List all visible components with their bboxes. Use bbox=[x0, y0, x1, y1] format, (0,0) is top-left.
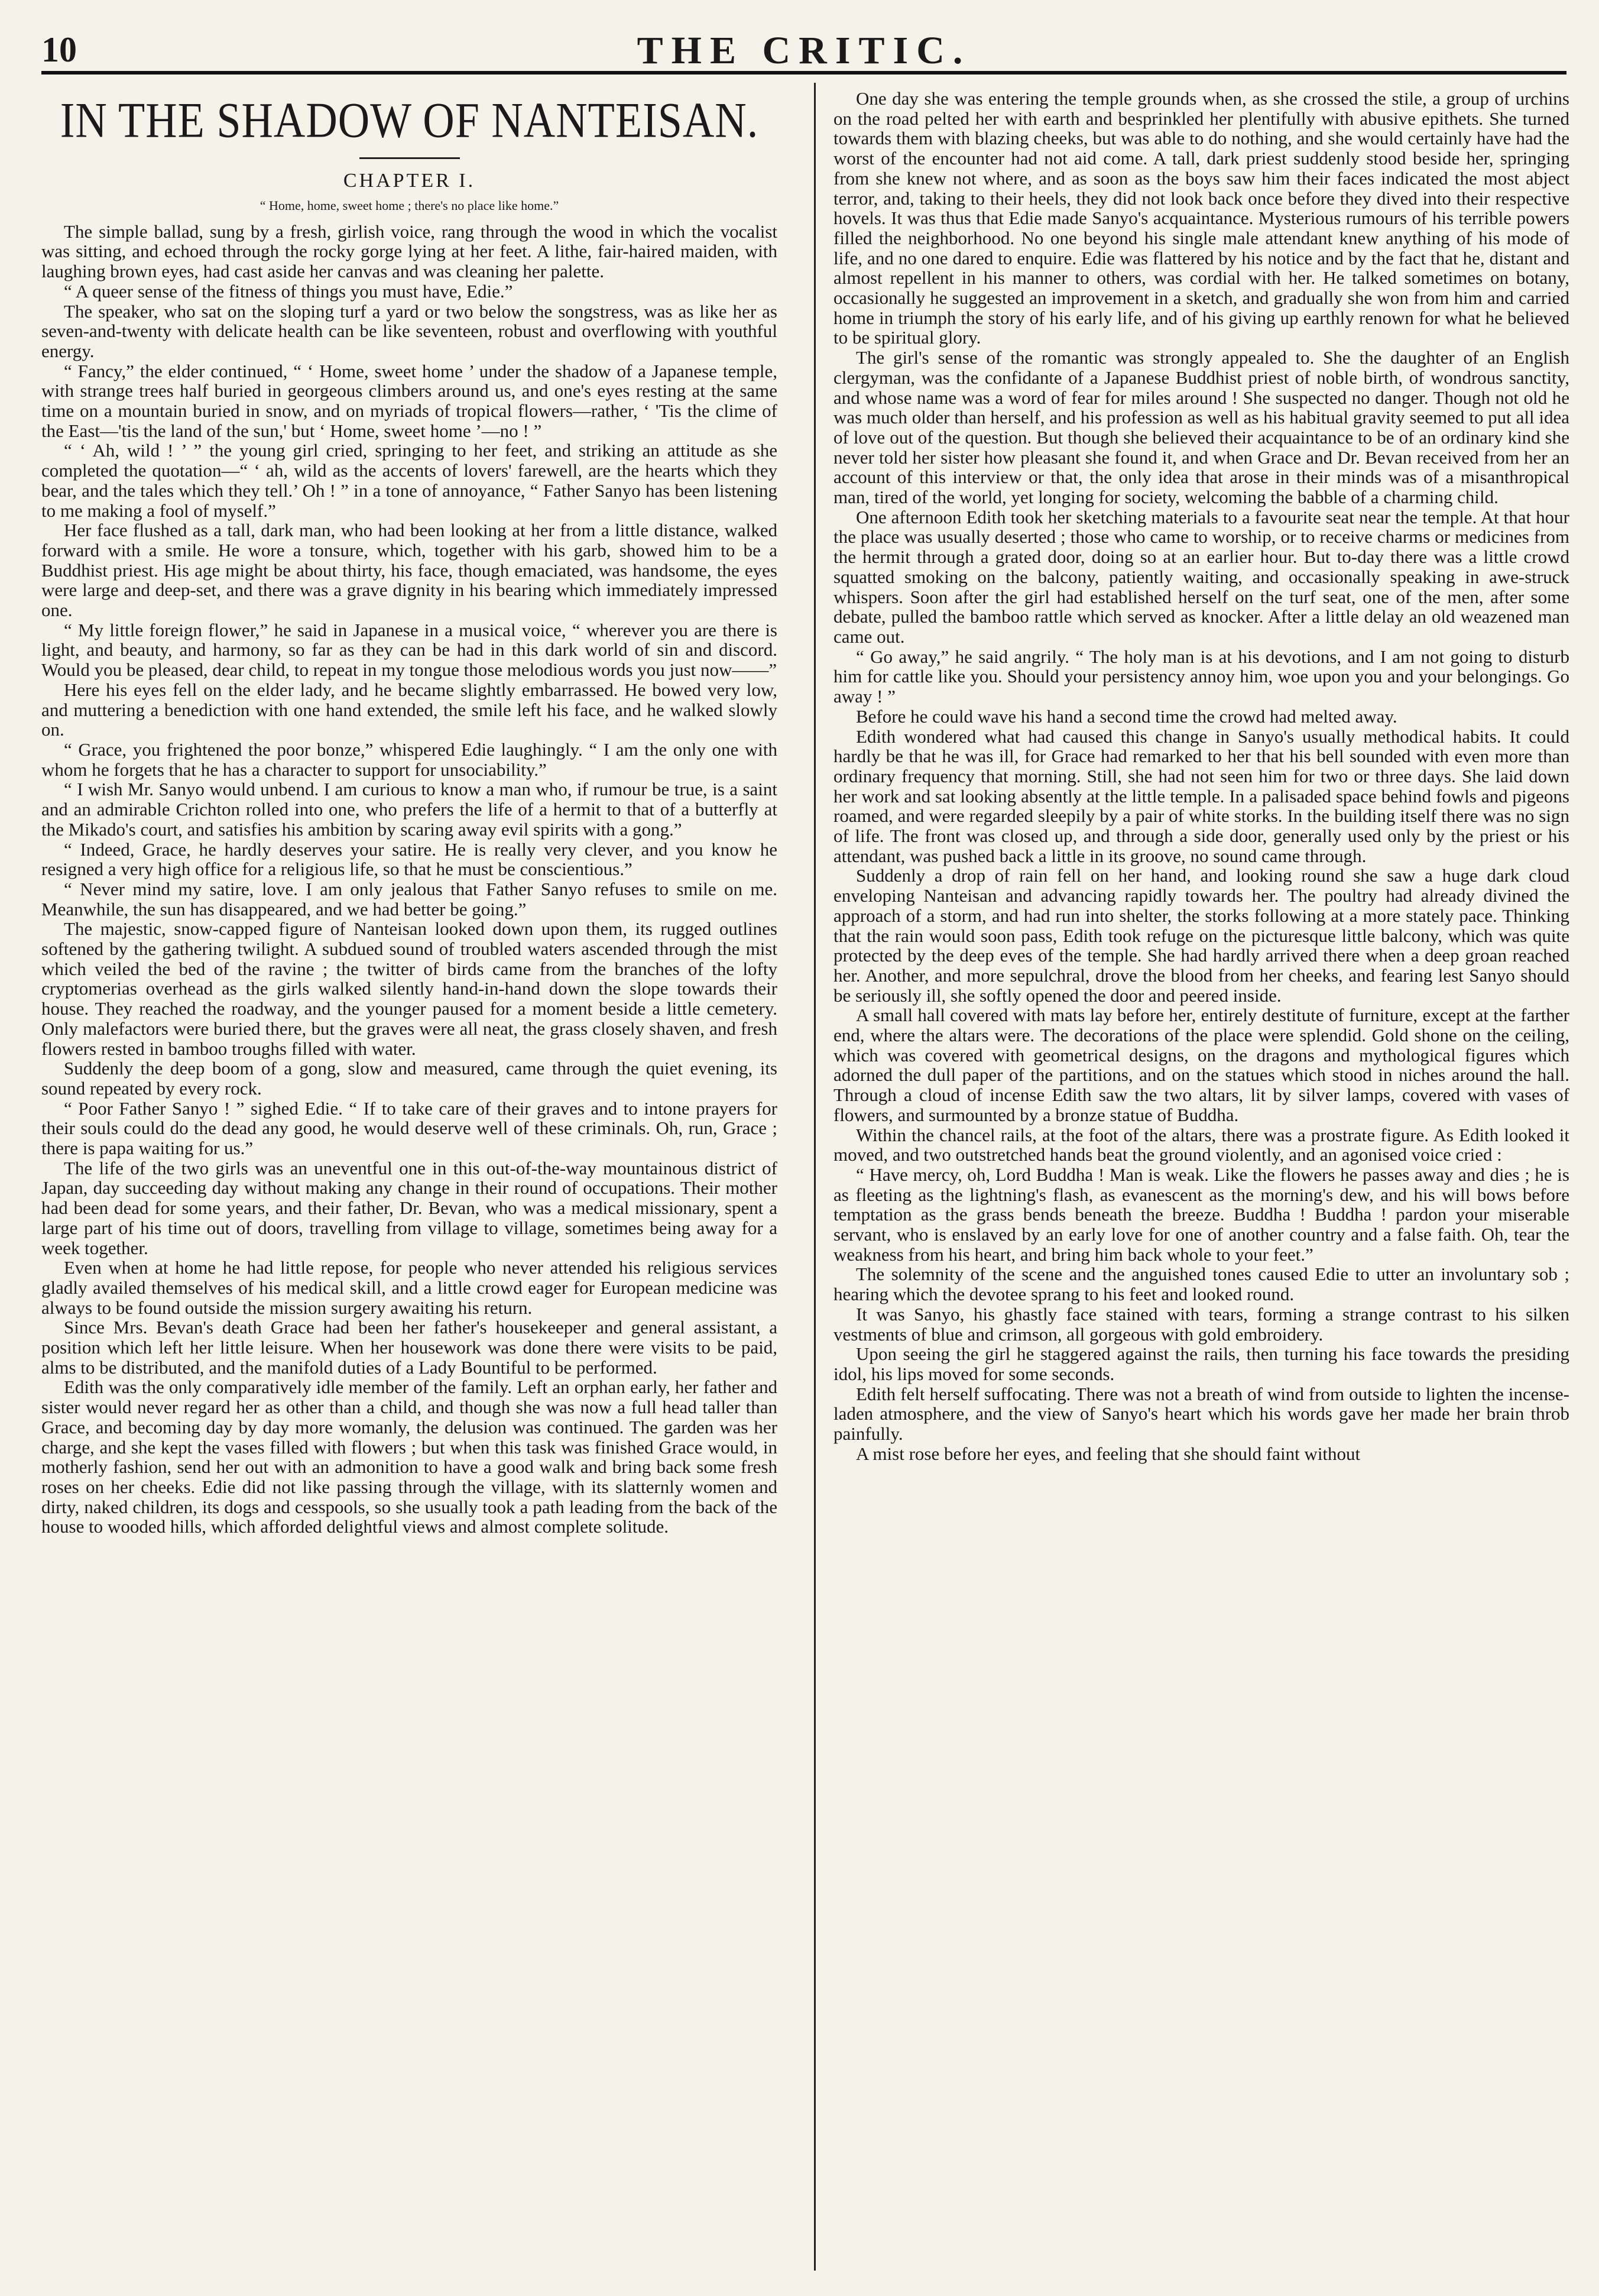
paragraph: One day she was entering the temple grounds when, as she crossed the stile, a group of urchins on the road pelted her with earth and besprinkled her plentifully with abusive epithets. She turned towards them with blazing cheeks, but was able to do nothing, and she would certainly have had the worst of the encounter had not aid come. A tall, dark priest suddenly stood beside her, springing from she knew not where, and as soon as the boys saw him their faces indicated the most abject terror, and, taking to their heels, they did not look back once before they dived into their respective hovels. It was thus that Edie made Sanyo's acquaintance. Mysterious rumours of his terrible powers filled the neighborhood. No one beyond his single male attendant knew anything of his mode of life, and no one dared to enquire. Edie was flattered by his notice and by the fact that he, distant and almost repellent in his manner to others, was cordial with her. He talked sometimes on botany, occasionally he suggested an improvement in a sketch, and gradually she won from him and carried home in triumph the story of his early life, and of his giving up earthly renown for what he believed to be spiritual glory. bbox=[833, 89, 1569, 348]
article-headline: IN THE SHADOW OF NANTEISAN. bbox=[60, 92, 759, 149]
paragraph: It was Sanyo, his ghastly face stained with tears, forming a strange contrast to his silken vestments of blue and crimson, all gorgeous with gold embroidery. bbox=[833, 1303, 1569, 1345]
paragraph: Even when at home he had little repose, for people who never attended his religious services gladly availed themselves of his medical skill, and a little crowd eager for European medicine was always to be found outside the mission surgery awaiting his return. bbox=[41, 1257, 777, 1318]
paragraph: Before he could wave his hand a second time the crowd had melted away. bbox=[856, 705, 1397, 727]
headline-rule bbox=[359, 157, 460, 159]
right-column-body bbox=[833, 89, 1569, 1464]
paragraph: “ Poor Father Sanyo ! ” sighed Edie. “ If to take care of their graves and to intone prayers for their souls could do the dead any good, he would deserve well of these criminals. Oh, run, Grace ; there is papa waiting for us.” bbox=[41, 1097, 777, 1159]
paragraph: The majestic, snow-capped figure of Nanteisan looked down upon them, its rugged outlines softened by the gathering twilight. A subdued sound of troubled waters ascended through the mist which veiled the bed of the ravine ; the twitter of birds came from the branches of the lofty cryptomerias overhead as the girls walked silently hand-in-hand down the slope towards their house. They reached the roadway, and the younger paused for a moment beside a little cemetery. Only malefactors were buried there, but the graves were all neat, the grass closely shaven, and fresh flowers rested in bamboo troughs filled with water. bbox=[41, 918, 777, 1059]
paragraph: “ Have mercy, oh, Lord Buddha ! Man is weak. Like the flowers he passes away and dies ; he is as fleeting as the lightning's flash, as evanescent as the morning's dew, and his will bows before temptation as the grass bends beneath the breeze. Buddha ! Buddha ! pardon your miserable servant, who is enslaved by an early love for one of another country and a false faith. Oh, tear the weakness from his heart, and bring him back whole to your feet.” bbox=[833, 1164, 1569, 1265]
chapter-heading: CHAPTER I. bbox=[343, 170, 476, 192]
paragraph: A small hall covered with mats lay before her, entirely destitute of furniture, except at the farther end, where the altars were. The decorations of the place were splendid. Gold shone on the ceiling, which was covered with geometrical designs, on the dragons and mythological figures which adorned the dull paper of the partitions, and on the statues which stood in niches around the hall. Through a cloud of incense Edith saw the two altars, lit by silver lamps, covered with vases of flowers, and surmounted by a bronze statue of Buddha. bbox=[833, 1005, 1569, 1125]
epigraph: “ Home, home, sweet home ; there's no place like home.” bbox=[260, 197, 559, 213]
page-number: 10 bbox=[41, 30, 77, 69]
right-column bbox=[833, 89, 1569, 2276]
paragraph: Edith was the only comparatively idle member of the family. Left an orphan early, her father and sister would never regard her as other than a child, and though she was now a full head taller than Grace, and becoming day by day more womanly, the delusion was continued. The garden was her charge, and she kept the vases filled with flowers ; but when this task was finished Grace would, in motherly fashion, send her out with an admonition to have a good walk and bring back some fresh roses on her cheeks. Edie did not like passing through the village, with its slatternly women and dirty, naked children, its dogs and cesspools, so she usually took a path leading from the back of the house to wooded hills, which afforded delightful views and almost complete solitude. bbox=[41, 1377, 777, 1537]
paragraph: “ I wish Mr. Sanyo would unbend. I am curious to know a man who, if rumour be true, is a saint and an admirable Crichton rolled into one, who prefers the life of a hermit to that of a butterfly at the Mikado's court, and satisfies his ambition by scaring away evil spirits with a gong.” bbox=[41, 779, 777, 840]
paragraph: “ Indeed, Grace, he hardly deserves your satire. He is really very clever, and you know he resigned a very high office for a religious life, so that he must be conscientious.” bbox=[41, 838, 777, 880]
paragraph: Suddenly the deep boom of a gong, slow and measured, came through the quiet evening, its sound repeated by every rock. bbox=[41, 1058, 777, 1099]
paragraph: “ Fancy,” the elder continued, “ ‘ Home, sweet home ’ under the shadow of a Japanese temple, with strange trees half buried in georgeous climbers around us, and one's eyes resting at the same time on a mountain buried in snow, and on myriads of tropical flowers—rather, ‘ 'Tis the clime of the East—'tis the land of the sun,' but ‘ Home, sweet home ’—no ! ” bbox=[41, 360, 777, 441]
paragraph: Within the chancel rails, at the foot of the altars, there was a prostrate figure. As Edith looked it moved, and two outstretched hands beat the ground violently, and an agonised voice cried : bbox=[833, 1124, 1569, 1165]
paragraph: “ Grace, you frightened the poor bonze,” whispered Edie laughingly. “ I am the only one with whom he forgets that he has a character to support for unsociability.” bbox=[41, 739, 777, 780]
paragraph: The simple ballad, sung by a fresh, girlish voice, rang through the wood in which the vocalist was sitting, and echoed through the rocky gorge lying at her feet. A lithe, fair-haired maiden, with laughing brown eyes, had cast aside her canvas and was cleaning her palette. bbox=[41, 221, 777, 282]
paragraph: One afternoon Edith took her sketching materials to a favourite seat near the temple. At that hour the place was usually deserted ; those who came to worship, or to receive charms or medicines from the hermit through a grated door, doing so at an earlier hour. But to-day there was a little crowd squatted smoking on the balcony, patiently waiting, and occasionally speaking in awe-struck whispers. Soon after the girl had established herself on the turf seat, one of the men, after some debate, pulled the bamboo rattle which served as knocker. After a little delay an old weazened man came out. bbox=[833, 506, 1569, 647]
column-rule bbox=[814, 83, 816, 2271]
journal-title: THE CRITIC. bbox=[637, 29, 971, 72]
paragraph: The solemnity of the scene and the anguished tones caused Edie to utter an involuntary sob ; hearing which the devotee sprang to his feet and looked round. bbox=[833, 1264, 1569, 1305]
paragraph: Edith wondered what had caused this change in Sanyo's usually methodical habits. It could hardly be that he was ill, for Grace had remarked to her that his bell sounded with even more than ordinary frequency that morning. Still, she had not seen him for two or three days. She laid down her work and sat looking absently at the little temple. In a palisaded space behind fowls and pigeons roamed, and were regarded sleepily by a pair of white storks. In the building itself there was no sign of life. The front was closed up, and through a side door, generally used only by the priest or his attendant, was pushed back a little in its groove, no sound came through. bbox=[833, 726, 1569, 866]
paragraph: Upon seeing the girl he staggered against the rails, then turning his face towards the presiding idol, his lips moved for some seconds. bbox=[833, 1343, 1569, 1384]
paragraph: The life of the two girls was an uneventful one in this out-of-the-way mountainous district of Japan, day succeeding day without making any change in their round of occupations. Their mother had been dead for some years, and their father, Dr. Bevan, who was a medical missionary, spent a large part of his time out of doors, travelling from village to village, sometimes being away for a week together. bbox=[41, 1157, 777, 1258]
paragraph: The girl's sense of the romantic was strongly appealed to. She the daughter of an English clergyman, was the confidante of a Japanese Buddhist priest of noble birth, of wondrous sanctity, and whose name was a word of fear for miles around ! She suspected no danger. Though not old he was much older than herself, and his profession as well as his habitual gravity seemed to put all idea of love out of the question. But though she believed their acquaintance to be of an ordinary kind she never told her sister how pleasant she found it, and when Grace and Dr. Bevan received from her an account of this interview or that, the only idea that arose in their minds was of a misanthropical man, tired of the world, yet longing for society, welcoming the babble of a charming child. bbox=[833, 347, 1569, 508]
left-column bbox=[41, 89, 777, 2276]
paragraph: The speaker, who sat on the sloping turf a yard or two below the songstress, was as like her as seven-and-twenty with delicate health can be like seventeen, robust and overflowing with youthful energy. bbox=[41, 300, 777, 361]
paragraph: “ Never mind my satire, love. I am only jealous that Father Sanyo refuses to smile on me. Meanwhile, the sun has disappeared, and we had better be going.” bbox=[41, 878, 777, 919]
paragraph: “ My little foreign flower,” he said in Japanese in a musical voice, “ wherever you are there is light, and beauty, and harmony, so far as they can be had in this dark world of sin and discord. Would you be pleased, dear child, to repeat in my tongue those melodious words you just now——” bbox=[41, 619, 777, 681]
paragraph: Here his eyes fell on the elder lady, and he became slightly embarrassed. He bowed very low, and muttering a benediction with one hand extended, the smile left his face, and he walked slowly on. bbox=[41, 679, 777, 740]
masthead bbox=[41, 24, 1566, 75]
paragraph: Suddenly a drop of rain fell on her hand, and looking round she saw a huge dark cloud enveloping Nanteisan and advancing rapidly towards her. The poultry had already divined the approach of a storm, and had run into shelter, the storks following at a more stately pace. Thinking that the rain would soon pass, Edith took refuge on the picturesque little balcony, which was quite protected by the deep eves of the temple. She had hardly arrived there when a deep groan reached her. Another, and more sepulchral, drove the blood from her cheeks, and fearing lest Sanyo should be seriously ill, she softly opened the door and peered inside. bbox=[833, 865, 1569, 1006]
paragraph: A mist rose before her eyes, and feeling that she should faint without bbox=[856, 1443, 1361, 1464]
paragraph: Since Mrs. Bevan's death Grace had been her father's housekeeper and general assistant, a position which left her little leisure. When her housework was done there were visits to be paid, alms to be distributed, and the manifold duties of a Lady Bountiful to be performed. bbox=[41, 1317, 777, 1378]
paragraph: “ Go away,” he said angrily. “ The holy man is at his devotions, and I am not going to disturb him for cattle like you. Should your persistency annoy him, woe upon you and your belongings. Go away ! ” bbox=[833, 646, 1569, 707]
paragraph: “ ‘ Ah, wild ! ’ ” the young girl cried, springing to her feet, and striking an attitude as she completed the quotation—“ ‘ ah, wild as the accents of lovers' farewell, are the hearts which they bear, and the tales which they tell.’ Oh ! ” in a tone of annoyance, “ Father Sanyo has been listening to me making a fool of myself.” bbox=[41, 440, 777, 521]
paragraph: “ A queer sense of the fitness of things you must have, Edie.” bbox=[64, 280, 513, 302]
paragraph: Edith felt herself suffocating. There was not a breath of wind from outside to lighten the incense-laden atmosphere, and the view of Sanyo's heart which his words gave her made her brain throb painfully. bbox=[833, 1383, 1569, 1445]
left-column-body bbox=[41, 222, 777, 1537]
paragraph: Her face flushed as a tall, dark man, who had been looking at her from a little distance, walked forward with a smile. He wore a tonsure, which, together with his garb, showed him to be a Buddhist priest. His age might be about thirty, his face, though emaciated, was handsome, the eyes were large and deep-set, and there was a grave dignity in his bearing which immediately impressed one. bbox=[41, 520, 777, 621]
